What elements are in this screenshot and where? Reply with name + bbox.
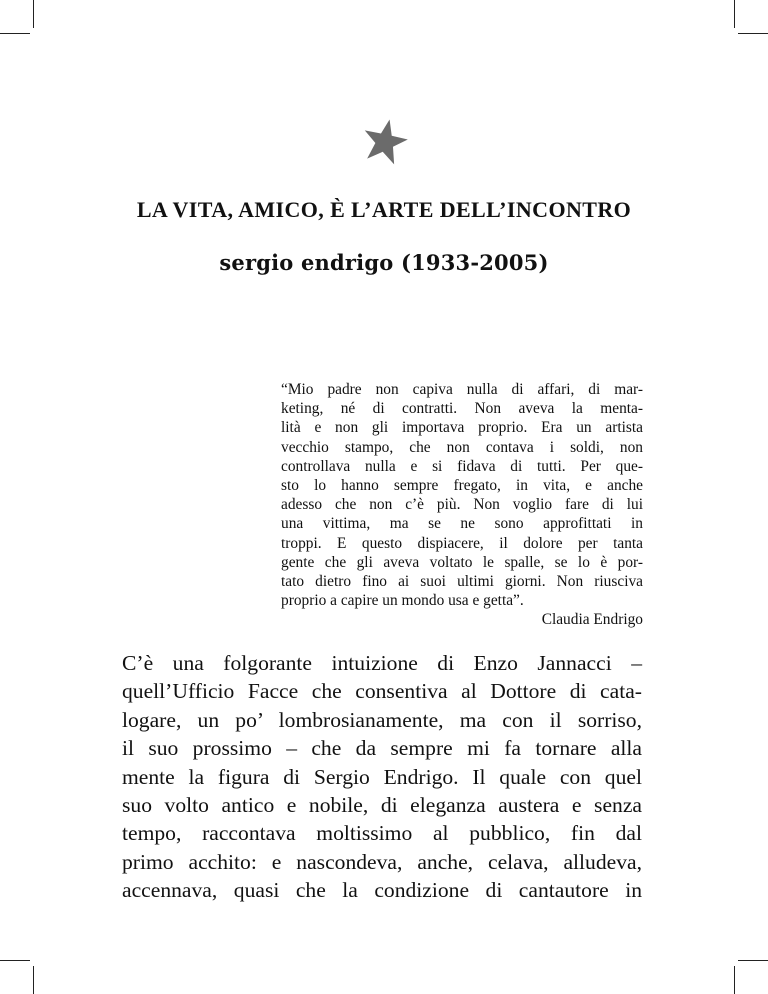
body-line: C’è una folgorante intuizione di Enzo Jannacci – bbox=[122, 651, 642, 675]
body-line: quell’Ufficio Facce che consentiva al Dottore di cata- bbox=[122, 679, 642, 704]
epigraph-line: adesso che non c’è più. Non voglio fare di lui bbox=[281, 496, 643, 514]
body-line: suo volto antico e nobile, di eleganza austera e senza bbox=[122, 793, 642, 818]
body-line: accennava, quasi che la condizione di cantautore in bbox=[122, 878, 642, 903]
body-line: logare, un po’ lombrosianamente, ma con il sorriso, bbox=[122, 707, 642, 732]
crop-mark bbox=[33, 0, 34, 28]
crop-mark bbox=[33, 966, 34, 994]
body-line: tempo, raccontava moltissimo al pubblico, fin dal bbox=[122, 821, 642, 846]
crop-mark bbox=[0, 960, 30, 961]
epigraph-line: una vittima, ma se ne sono approfittati in bbox=[281, 515, 643, 533]
crop-mark bbox=[738, 960, 768, 961]
epigraph-line: lità e non gli importava proprio. Era un artista bbox=[281, 419, 643, 437]
epigraph-line: vecchio stampo, che non contava i soldi, non bbox=[281, 438, 643, 456]
chapter-subtitle: sergio endrigo (1933-2005) bbox=[219, 250, 549, 275]
epigraph-line: troppi. E questo dispiacere, il dolore per tanta bbox=[281, 534, 643, 552]
epigraph-quote bbox=[281, 380, 643, 630]
epigraph-line: controllava nulla e si fidava di tutti. Per que- bbox=[281, 457, 643, 475]
body-line: mente la figura di Sergio Endrigo. Il quale con quel bbox=[122, 764, 642, 789]
crop-mark bbox=[738, 33, 768, 34]
epigraph-line: tato dietro fino ai suoi ultimi giorni. Non riusciva bbox=[281, 573, 643, 591]
body-paragraph bbox=[122, 649, 642, 905]
crop-mark bbox=[734, 0, 735, 28]
chapter-title: LA VITA, AMICO, È L’ARTE DELL’INCONTRO bbox=[136, 197, 632, 222]
epigraph-line: proprio a capire un mondo usa e getta”. bbox=[281, 592, 524, 610]
crop-mark bbox=[734, 966, 735, 994]
body-line: primo acchito: e nascondeva, anche, celava, alludeva, bbox=[122, 849, 642, 874]
epigraph-line: sto lo hanno sempre fregato, in vita, e anche bbox=[281, 477, 643, 495]
epigraph-line: “Mio padre non capiva nulla di affari, di mar- bbox=[281, 381, 643, 398]
epigraph-line: gente che gli aveva voltato le spalle, se lo è por- bbox=[281, 553, 643, 571]
star-icon bbox=[361, 117, 409, 165]
body-line: il suo prossimo – che da sempre mi fa tornare alla bbox=[122, 736, 642, 761]
epigraph-line: keting, né di contratti. Non aveva la menta- bbox=[281, 400, 643, 418]
crop-mark bbox=[0, 33, 30, 34]
epigraph-attribution: Claudia Endrigo bbox=[541, 611, 643, 629]
